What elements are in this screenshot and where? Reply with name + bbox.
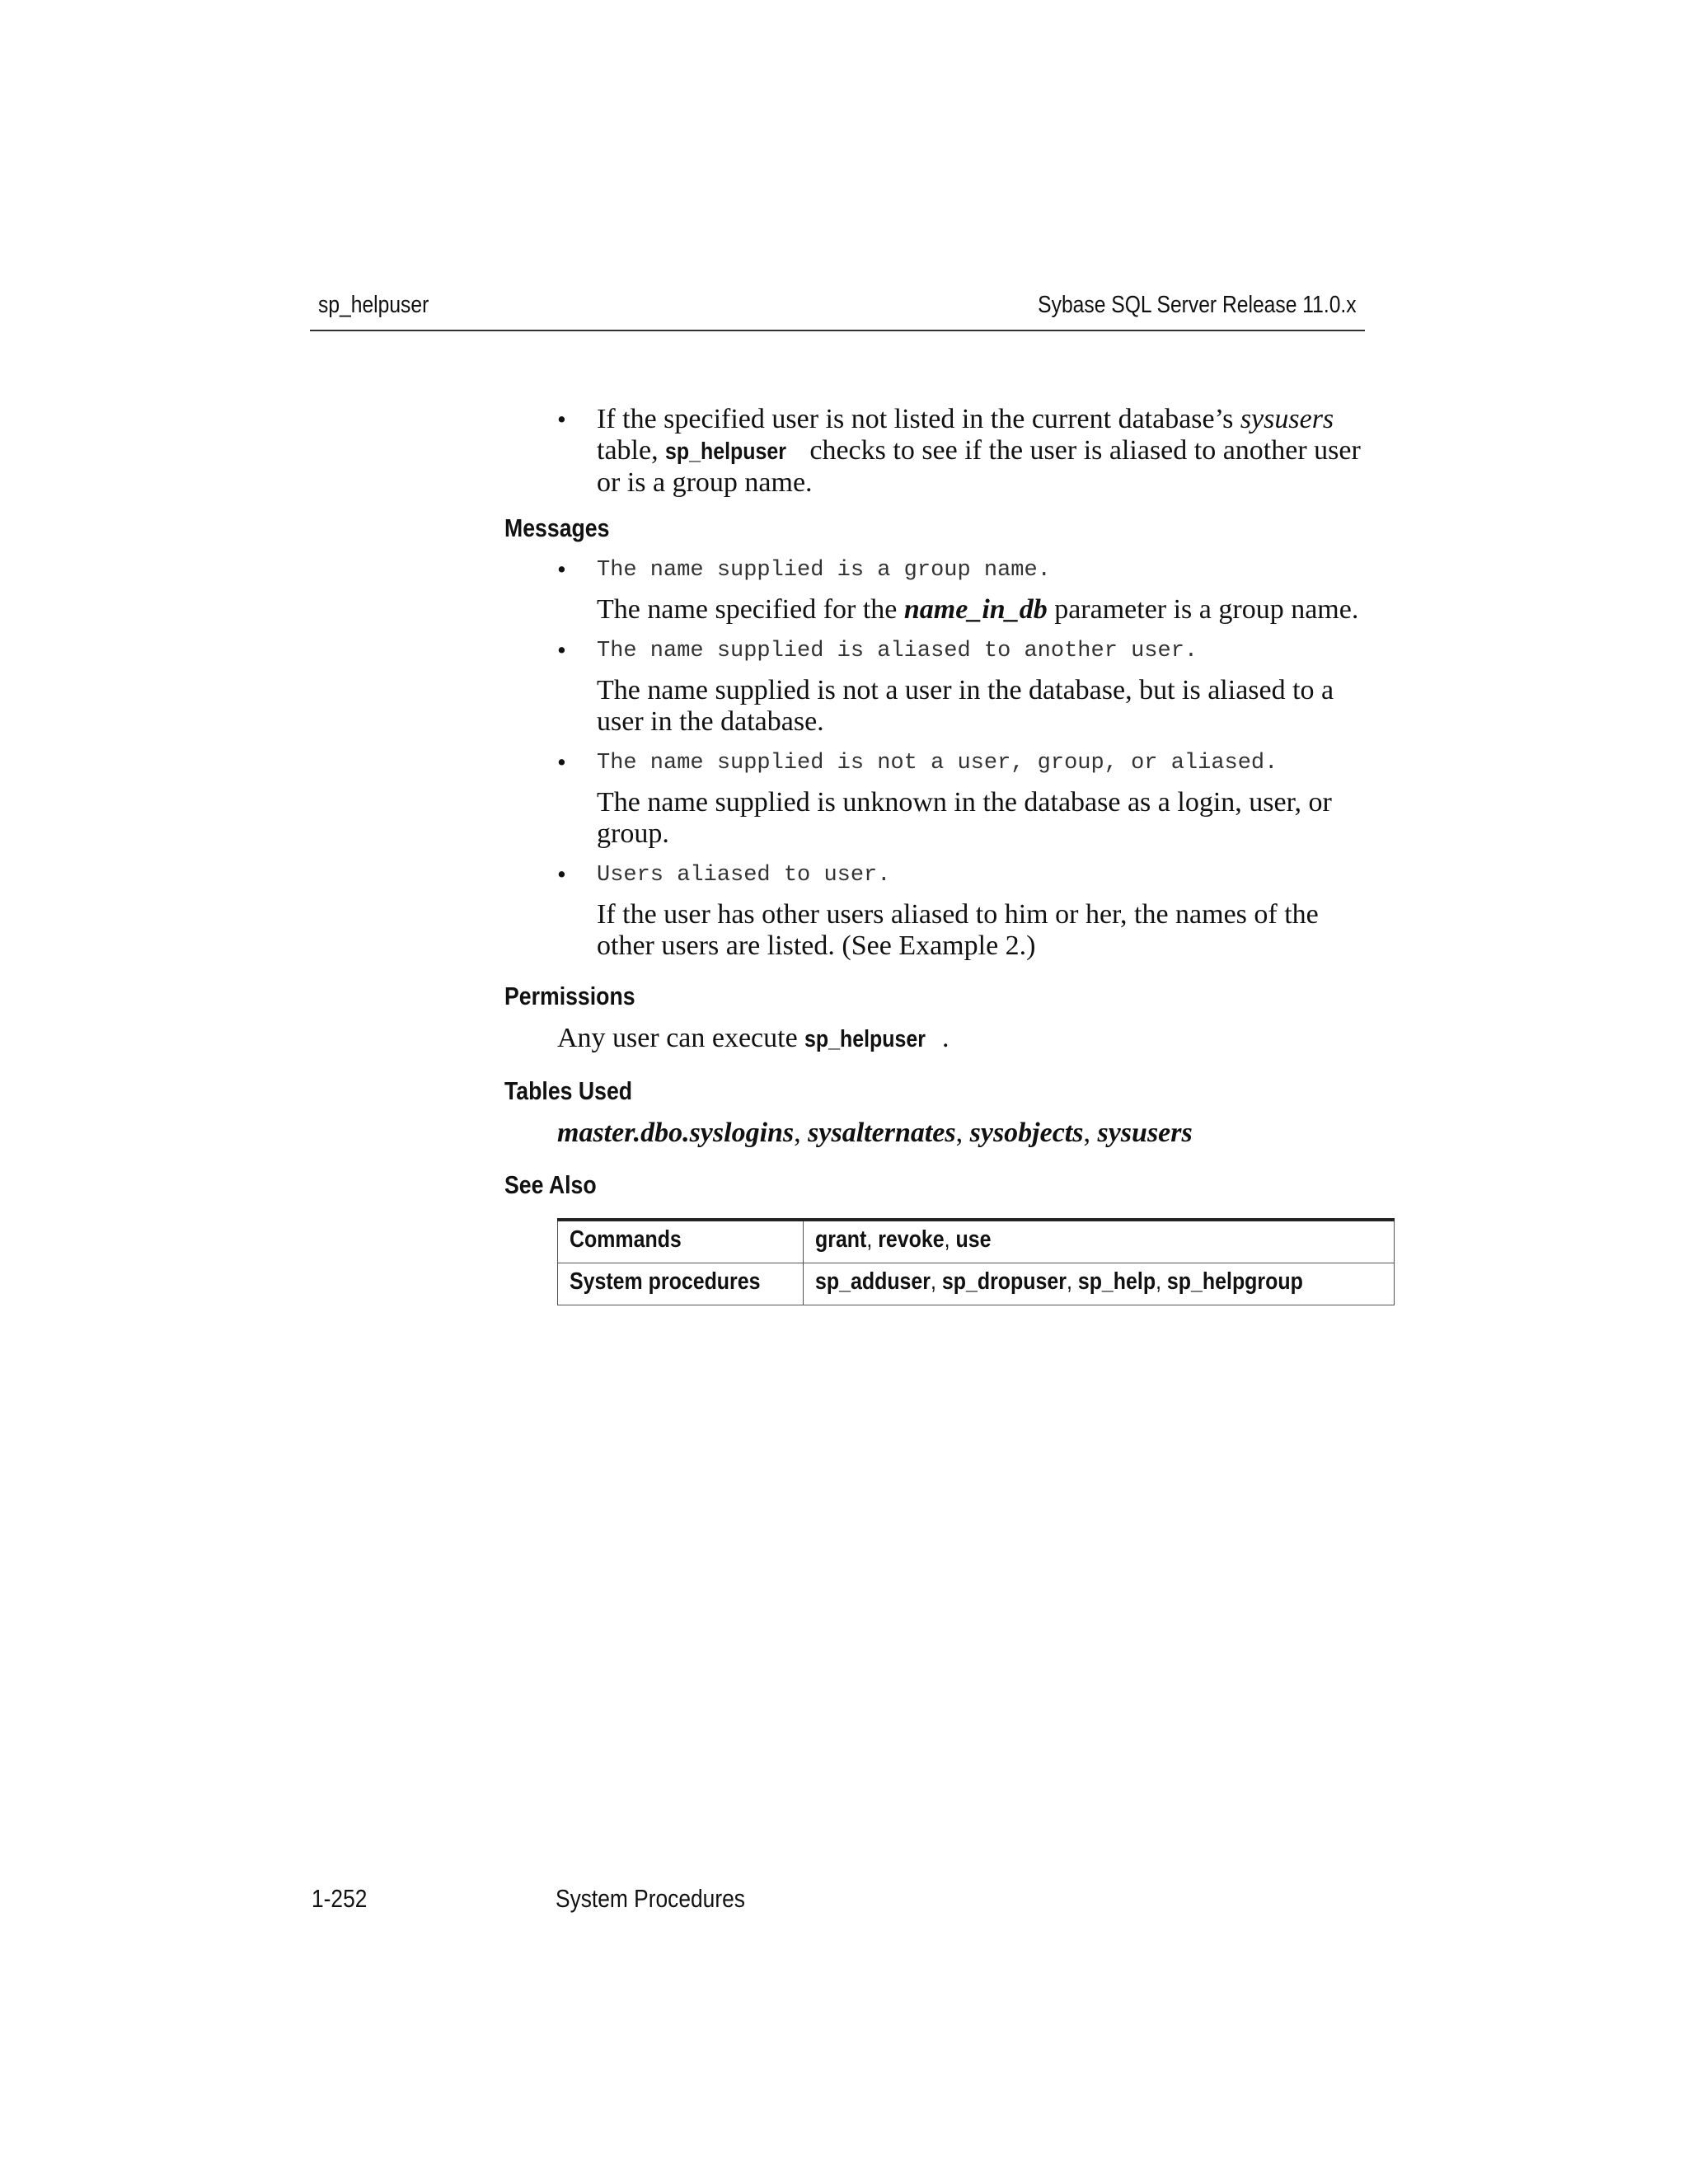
row-values: grant, revoke, use xyxy=(815,1226,992,1253)
intro-text-2: table, xyxy=(597,435,666,466)
row-label: System procedures xyxy=(570,1268,761,1295)
message-description: The name supplied is unknown in the database as a login, user, or group. xyxy=(597,787,1332,849)
message-code: The name supplied is a group name. xyxy=(597,558,1051,583)
intro-text-1: If the specified user is not listed in the current database’s xyxy=(597,404,1240,434)
permissions-command: sp_helpuser xyxy=(804,1026,926,1052)
message-item xyxy=(504,860,1378,962)
messages-heading: Messages xyxy=(504,513,610,542)
tables-used-list: master.dbo.syslogins, sysalternates, sysobjects, sysusers xyxy=(557,1118,1193,1148)
reference-item: sp_help xyxy=(1077,1268,1156,1295)
bullet-icon: • xyxy=(557,555,566,583)
reference-item: use xyxy=(955,1226,992,1253)
table-row xyxy=(558,1263,1395,1305)
intro-bullet-list xyxy=(504,404,1378,499)
table-name: master.dbo.syslogins xyxy=(557,1118,795,1148)
permissions-text xyxy=(557,1023,1378,1055)
message-desc-text: The name specified for the xyxy=(597,594,904,625)
messages-list xyxy=(504,555,1378,962)
table-cell-values xyxy=(804,1220,1395,1263)
message-description xyxy=(597,594,1378,626)
permissions-heading: Permissions xyxy=(504,982,635,1010)
permissions-text-pre: Any user can execute xyxy=(557,1023,805,1053)
bullet-icon: • xyxy=(557,748,566,776)
footer-title: System Procedures xyxy=(556,1884,745,1913)
row-values: sp_adduser, sp_dropuser, sp_help, sp_helpgroup xyxy=(815,1268,1303,1295)
table-cell-label xyxy=(558,1263,804,1305)
message-code: The name supplied is aliased to another user. xyxy=(597,639,1198,663)
table-row xyxy=(558,1220,1395,1263)
message-description: The name supplied is not a user in the database, but is aliased to a user in the database. xyxy=(597,675,1334,737)
intro-table-name: sysusers xyxy=(1240,404,1334,434)
main-content xyxy=(504,404,1378,1305)
message-desc-text: parameter is a group name. xyxy=(1047,594,1359,625)
bullet-icon: • xyxy=(557,635,566,664)
table-name: sysusers xyxy=(1097,1118,1193,1148)
message-item xyxy=(504,635,1378,738)
parameter-name: name_in_db xyxy=(903,594,1048,625)
reference-item: sp_dropuser xyxy=(942,1268,1067,1295)
reference-item: grant xyxy=(815,1226,867,1253)
table-cell-label xyxy=(558,1220,804,1263)
table-name: sysobjects xyxy=(969,1118,1084,1148)
intro-command: sp_helpuser xyxy=(665,438,787,465)
intro-bullet xyxy=(504,404,1378,499)
see-also-table-wrapper xyxy=(557,1218,1365,1305)
header-section-name: sp_helpuser xyxy=(318,292,429,318)
message-item xyxy=(504,555,1378,626)
intro-text-3: checks to see if the user is aliased to another user or is a group name. xyxy=(597,435,1361,498)
row-label: Commands xyxy=(570,1226,682,1253)
reference-item: revoke xyxy=(878,1226,945,1253)
message-code: The name supplied is not a user, group, or aliased. xyxy=(597,751,1278,776)
see-also-heading: See Also xyxy=(504,1170,597,1199)
tables-used-heading: Tables Used xyxy=(504,1076,633,1105)
bullet-icon: • xyxy=(557,405,566,434)
table-name: sysalternates xyxy=(808,1118,956,1148)
permissions-text-post: . xyxy=(942,1023,950,1053)
page-header xyxy=(310,288,1365,331)
see-also-table xyxy=(557,1218,1395,1305)
reference-item: sp_adduser xyxy=(815,1268,931,1295)
message-item xyxy=(504,748,1378,850)
page-number: 1-252 xyxy=(312,1884,368,1913)
header-release-title: Sybase SQL Server Release 11.0.x xyxy=(1038,292,1357,318)
message-code: Users aliased to user. xyxy=(597,863,891,888)
message-description: If the user has other users aliased to him or her, the names of the other users are listed. (See Example 2.) xyxy=(597,899,1319,961)
reference-item: sp_helpgroup xyxy=(1167,1268,1303,1295)
bullet-icon: • xyxy=(557,860,566,888)
table-cell-values xyxy=(804,1263,1395,1305)
